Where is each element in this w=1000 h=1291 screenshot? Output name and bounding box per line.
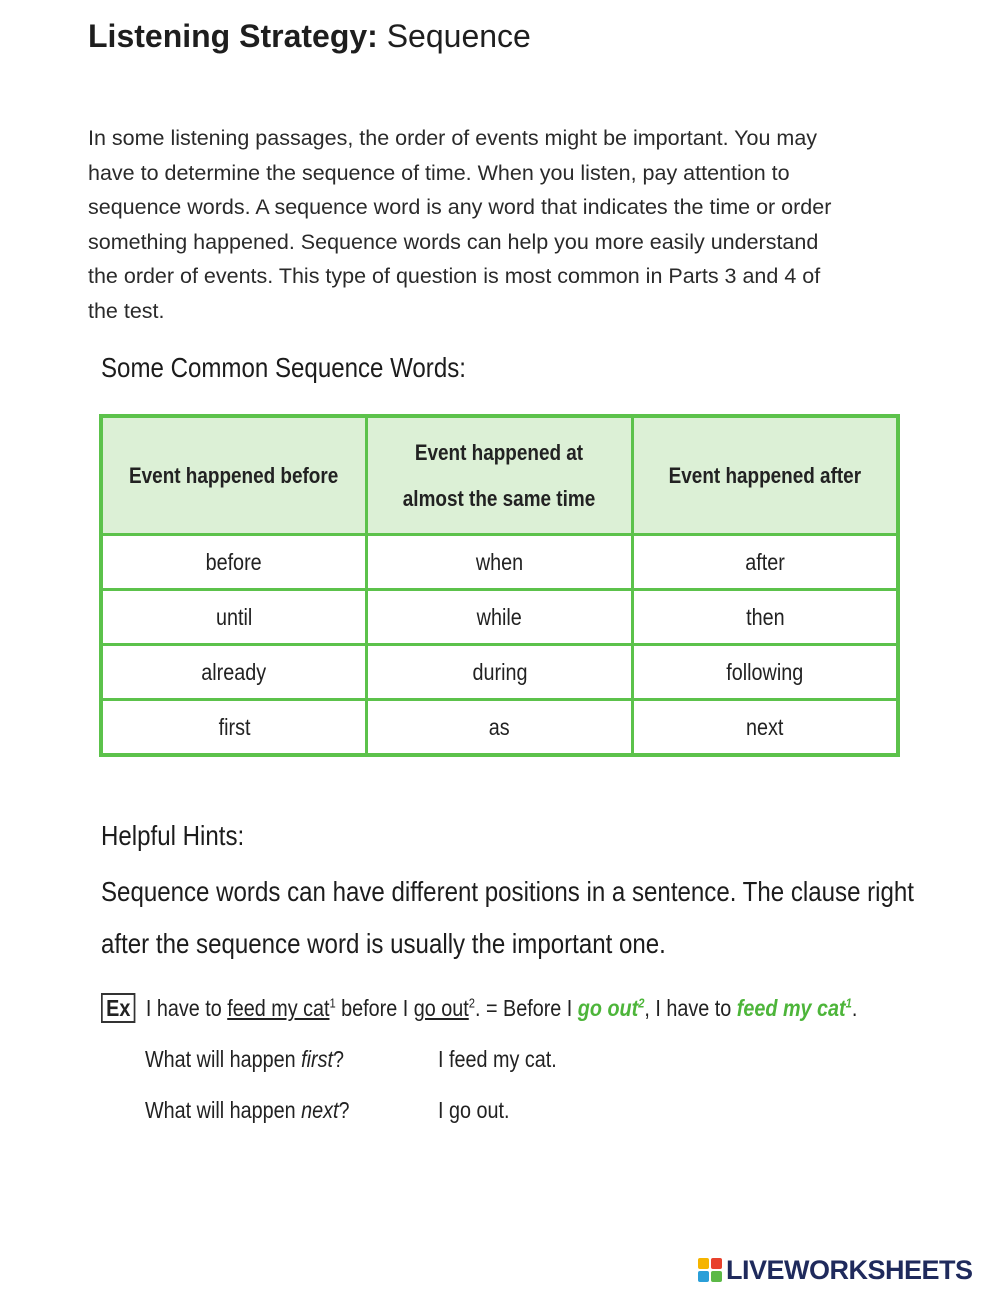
intro-line: the order of events. This type of question is most common in Parts 3 and 4 of [88,264,821,288]
table-row [101,700,898,756]
question-first: What will happen first? [145,1046,345,1072]
table-header-cell: Event happened before [101,416,367,535]
intro-line: sequence words. A sequence word is any word that indicates the time or order [88,195,832,219]
intro-paragraph [88,121,958,328]
intro-line: In some listening passages, the order of events might be important. You may [88,126,818,150]
page-title [88,18,531,55]
helpful-hints-text: Sequence words can have different positions in a sentence. The clause right after the sequence word is usually the important one. [101,876,914,959]
intro-line: something happened. Sequence words can help you more easily understand [88,229,819,254]
table-cell: already [101,645,367,700]
table-cell: until [101,590,367,645]
title-bold: Listening Strategy: [88,18,378,54]
question-next: What will happen next? [145,1097,350,1123]
logo-mark-icon [698,1258,722,1282]
table-row [101,645,898,700]
table-cell: following [632,645,898,700]
example-sentence: Ex I have to feed my cat$^1$ before I go out$^2$. = Before I go out$^2$, I have to feed my cat$^1$. [101,993,857,1023]
highlight-go-out: go out [577,995,639,1021]
table-cell: when [367,535,633,590]
sequence-words-table [99,414,900,757]
table-row [101,535,898,590]
answer-first: I feed my cat. [438,1046,557,1072]
table-cell: before [101,535,367,590]
table-header-row [101,416,898,535]
intro-line: the test. [88,298,165,323]
liveworksheets-logo [698,1255,973,1285]
table-cell: first [101,700,367,756]
table-header-cell: Event happened after [632,416,898,535]
answer-next: I go out. [438,1097,510,1123]
table-cell: during [367,645,633,700]
table-cell: after [632,535,898,590]
example-badge: Ex [101,993,136,1023]
table-cell: next [632,700,898,756]
helpful-hints-heading: Helpful Hints: [101,820,245,851]
logo-text: LIVEWORKSHEETS [726,1254,973,1285]
table-cell: while [367,590,633,645]
highlight-feed-my-cat: feed my cat [736,995,846,1021]
sequence-words-heading: Some Common Sequence Words: [101,352,466,383]
table-header-cell: Event happened at almost the same time [367,416,633,535]
table-cell: as [367,700,633,756]
table-cell: then [632,590,898,645]
title-light: Sequence [377,18,531,54]
table-row [101,590,898,645]
intro-line: have to determine the sequence of time. When you listen, pay attention to [88,160,790,185]
